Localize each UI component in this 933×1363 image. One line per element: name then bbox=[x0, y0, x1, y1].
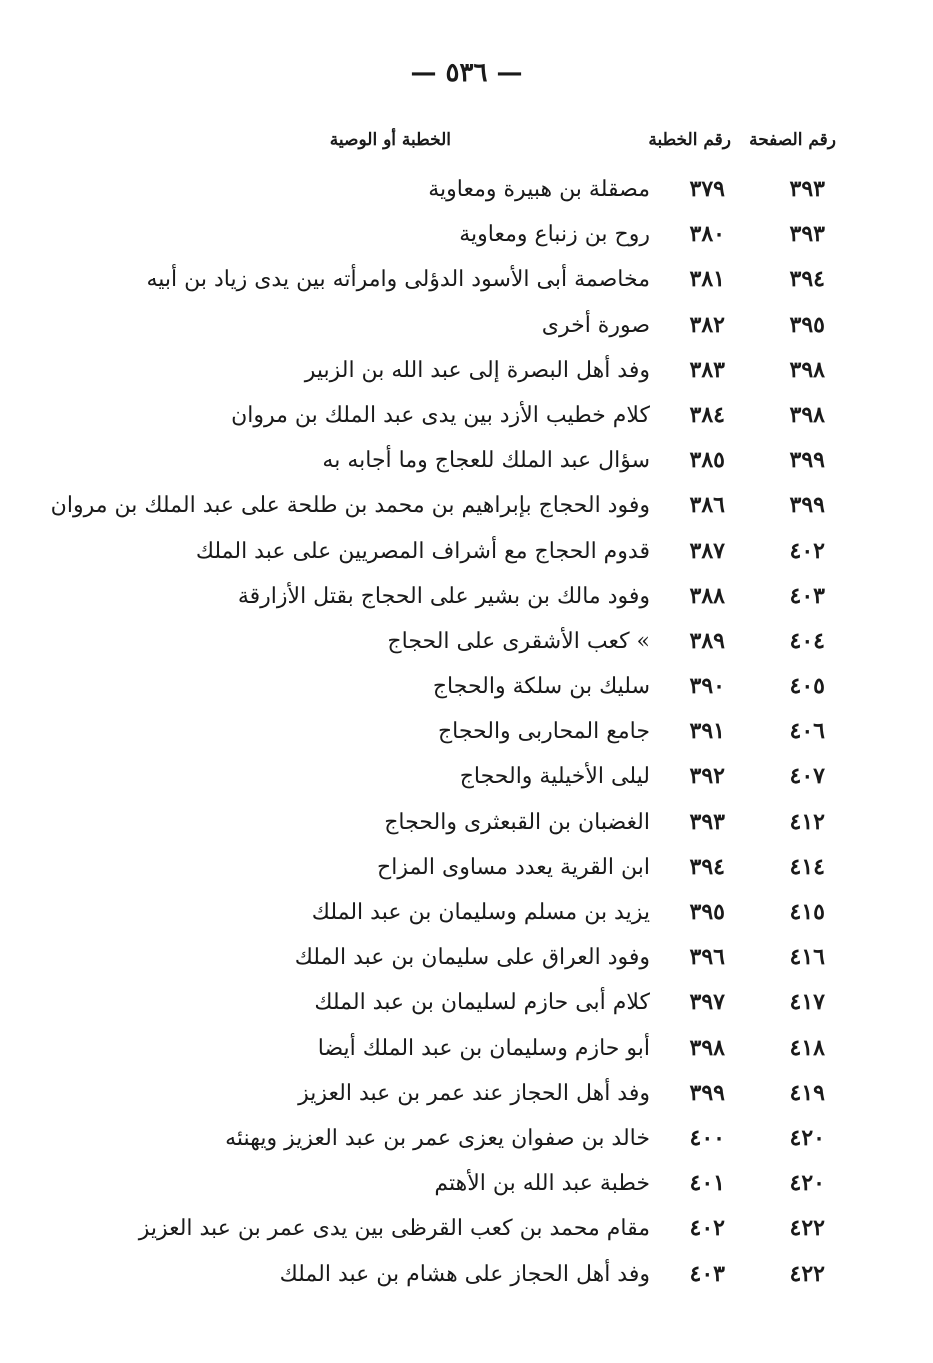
row-page-number: ٣٩٨ bbox=[789, 401, 825, 428]
row-speech-number: ٤٠٠ bbox=[689, 1124, 725, 1151]
row-speech-number: ٣٩٢ bbox=[689, 763, 725, 790]
table-row bbox=[0, 619, 933, 664]
table-row bbox=[0, 529, 933, 574]
row-page-number: ٤١٩ bbox=[789, 1079, 825, 1106]
row-title: مقام محمد بن كعب القرظى بين يدى عمر بن عبد العزيز bbox=[138, 1216, 650, 1242]
row-title: وفود الحجاج بإبراهيم بن محمد بن طلحة على عبد الملك بن مروان bbox=[50, 493, 650, 519]
row-title: كلام خطيب الأزد بين يدى عبد الملك بن مروان bbox=[231, 402, 650, 428]
row-title: جامع المحاربى والحجاج bbox=[437, 719, 650, 745]
row-page-number: ٤٠٤ bbox=[789, 627, 825, 654]
row-page-number: ٤١٤ bbox=[789, 853, 825, 880]
row-speech-number: ٣٩٣ bbox=[689, 808, 725, 835]
row-page-number: ٤١٢ bbox=[789, 808, 825, 835]
row-title: مخاصمة أبى الأسود الدؤلى وامرأته بين يدى زياد بن أبيه bbox=[146, 267, 650, 293]
row-page-number: ٤٠٧ bbox=[789, 763, 825, 790]
row-page-number: ٤١٥ bbox=[789, 899, 825, 925]
row-speech-number: ٣٩٦ bbox=[689, 944, 725, 971]
row-page-number: ٤١٦ bbox=[789, 944, 825, 971]
table-row bbox=[0, 1116, 933, 1161]
table-row bbox=[0, 1026, 933, 1071]
row-title: وفد أهل البصرة إلى عبد الله بن الزبير bbox=[304, 357, 650, 383]
row-speech-number: ٣٩٧ bbox=[689, 989, 725, 1016]
table-row bbox=[0, 348, 933, 393]
table-row bbox=[0, 303, 933, 348]
table-row bbox=[0, 1161, 933, 1206]
header-page-column: رقم الصفحة bbox=[749, 130, 836, 150]
header-title-column: الخطبة أو الوصية bbox=[329, 130, 451, 150]
row-speech-number: ٣٩١ bbox=[689, 718, 725, 745]
table-row bbox=[0, 1206, 933, 1251]
row-title: خالد بن صفوان يعزى عمر بن عبد العزيز ويهنئه bbox=[225, 1125, 650, 1151]
header-number-column: رقم الخطبة bbox=[648, 130, 731, 150]
row-title: صورة أخرى bbox=[541, 312, 650, 338]
row-title: كلام أبى حازم لسليمان بن عبد الملك bbox=[314, 990, 650, 1016]
row-title: وفد أهل الحجاز على هشام بن عبد الملك bbox=[279, 1261, 650, 1287]
row-page-number: ٣٩٨ bbox=[789, 356, 825, 383]
table-row bbox=[0, 167, 933, 212]
row-speech-number: ٣٧٩ bbox=[689, 176, 725, 202]
table-header bbox=[0, 130, 933, 160]
table-row bbox=[0, 483, 933, 528]
row-title: خطبة عبد الله بن الأهتم bbox=[434, 1171, 650, 1197]
row-speech-number: ٤٠١ bbox=[689, 1170, 725, 1197]
row-speech-number: ٣٨١ bbox=[689, 266, 725, 293]
row-speech-number: ٤٠٢ bbox=[689, 1215, 725, 1242]
row-page-number: ٤٢٠ bbox=[789, 1124, 825, 1151]
row-speech-number: ٣٩٥ bbox=[689, 899, 725, 925]
row-title: وفود العراق على سليمان بن عبد الملك bbox=[294, 945, 650, 971]
row-page-number: ٤٠٦ bbox=[789, 718, 825, 745]
row-speech-number: ٣٩٤ bbox=[689, 853, 725, 880]
row-title: مصقلة بن هبيرة ومعاوية bbox=[428, 177, 650, 202]
row-title: الغضبان بن القبعثرى والحجاج bbox=[384, 809, 650, 835]
page-number: — ٥٣٦ — bbox=[410, 58, 523, 88]
row-page-number: ٣٩٣ bbox=[789, 176, 825, 202]
row-page-number: ٤٠٢ bbox=[789, 537, 825, 564]
row-page-number: ٤٢٢ bbox=[789, 1215, 825, 1242]
table-row bbox=[0, 845, 933, 890]
row-title: قدوم الحجاج مع أشراف المصريين على عبد الملك bbox=[195, 538, 650, 564]
row-page-number: ٤٢٢ bbox=[789, 1260, 825, 1287]
row-title: أبو حازم وسليمان بن عبد الملك أيضا bbox=[317, 1035, 650, 1061]
row-title: سؤال عبد الملك للعجاج وما أجابه به bbox=[322, 448, 650, 474]
row-speech-number: ٣٨٦ bbox=[689, 492, 725, 519]
row-speech-number: ٣٩٩ bbox=[689, 1079, 725, 1106]
table-row bbox=[0, 212, 933, 257]
row-speech-number: ٣٨٠ bbox=[689, 221, 725, 248]
row-page-number: ٣٩٩ bbox=[789, 492, 825, 519]
table-row bbox=[0, 1071, 933, 1116]
table-row bbox=[0, 980, 933, 1025]
row-speech-number: ٣٨٥ bbox=[689, 447, 725, 474]
row-page-number: ٣٩٤ bbox=[789, 266, 825, 293]
row-speech-number: ٣٩٠ bbox=[689, 673, 725, 700]
table-row bbox=[0, 754, 933, 799]
row-title: وفد أهل الحجاز عند عمر بن عبد العزيز bbox=[298, 1080, 650, 1106]
table-row bbox=[0, 1252, 933, 1297]
row-speech-number: ٣٨٤ bbox=[689, 401, 725, 428]
row-speech-number: ٣٨٣ bbox=[689, 356, 725, 383]
row-title: روح بن زنباع ومعاوية bbox=[459, 222, 650, 248]
row-speech-number: ٣٨٧ bbox=[689, 537, 725, 564]
row-page-number: ٤٢٠ bbox=[789, 1170, 825, 1197]
row-title: » كعب الأشقرى على الحجاج bbox=[387, 628, 650, 654]
table-row bbox=[0, 709, 933, 754]
row-title: وفود مالك بن بشير على الحجاج بقتل الأزارقة bbox=[237, 583, 650, 609]
row-speech-number: ٣٨٢ bbox=[689, 311, 725, 338]
row-page-number: ٣٩٣ bbox=[789, 221, 825, 248]
row-title: ليلى الأخيلية والحجاج bbox=[459, 764, 650, 790]
table-row bbox=[0, 800, 933, 845]
row-speech-number: ٤٠٣ bbox=[689, 1260, 725, 1287]
row-page-number: ٤٠٥ bbox=[789, 673, 825, 700]
row-page-number: ٤٠٣ bbox=[789, 582, 825, 609]
table-row bbox=[0, 664, 933, 709]
table-row bbox=[0, 438, 933, 483]
row-page-number: ٤١٨ bbox=[789, 1034, 825, 1061]
table-row bbox=[0, 257, 933, 302]
row-title: يزيد بن مسلم وسليمان بن عبد الملك bbox=[311, 900, 650, 925]
table-row bbox=[0, 393, 933, 438]
row-page-number: ٣٩٩ bbox=[789, 447, 825, 474]
row-page-number: ٤١٧ bbox=[789, 989, 825, 1016]
index-table bbox=[0, 167, 933, 1297]
row-title: ابن القرية يعدد مساوى المزاح bbox=[377, 854, 650, 880]
table-row bbox=[0, 574, 933, 619]
row-speech-number: ٣٨٨ bbox=[689, 582, 725, 609]
row-speech-number: ٣٨٩ bbox=[689, 627, 725, 654]
row-speech-number: ٣٩٨ bbox=[689, 1034, 725, 1061]
table-row bbox=[0, 935, 933, 980]
table-row bbox=[0, 890, 933, 935]
row-title: سليك بن سلكة والحجاج bbox=[432, 674, 650, 700]
row-page-number: ٣٩٥ bbox=[789, 311, 825, 338]
